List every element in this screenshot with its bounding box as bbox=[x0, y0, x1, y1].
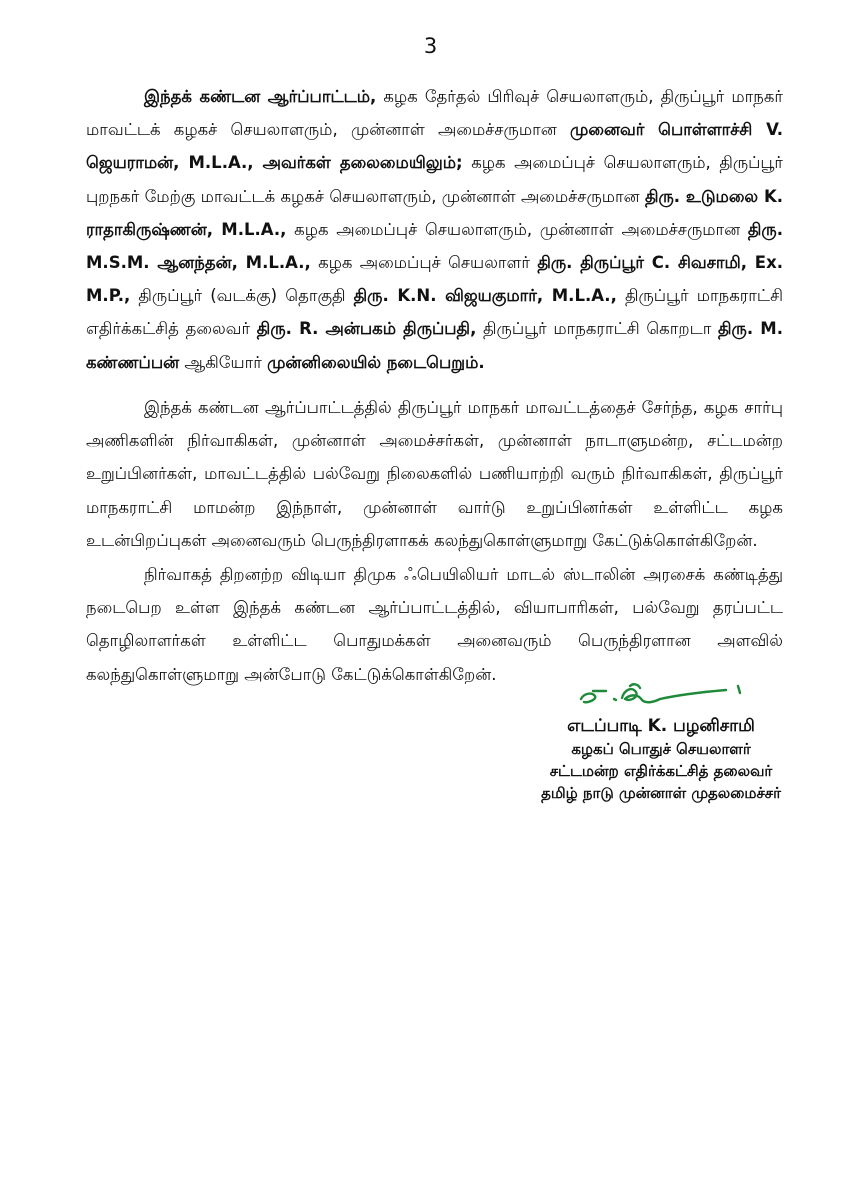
paragraph-2-text: இந்தக் கண்டன ஆர்ப்பாட்டத்தில் திருப்பூர் மாநகர் மாவட்டத்தைச் சேர்ந்த, கழக சார்பு அணிகளின் நிர்வாகிகள், முன்னாள் அமைச்சர்கள், முன்னாள் நாடாளுமன்ற, சட்டமன்ற உறுப்பினர்கள், மாவட்டத்தில் பல்வேறு நிலைகளில் பணியாற்றி வரும் நிர்வாகிகள், திருப்பூர் மாநகராட்சி மாமன்ற இந்நாள், முன்னாள் வார்டு உறுப்பினர்கள் உள்ளிட்ட கழக உடன்பிறப்புகள் அனைவரும் பெருந்திரளாகக் கலந்துகொள்ளுமாறு கேட்டுக்கொள்கிறேன். bbox=[86, 398, 783, 550]
p1-text-8: கழக அமைப்புச் செயலாளர் bbox=[310, 253, 538, 273]
signature-block bbox=[536, 714, 786, 804]
signatory-name: எடப்பாடி K. பழனிசாமி bbox=[567, 716, 755, 736]
p1-text-6: கழக அமைப்புச் செயலாளரும், முன்னாள் அமைச்சருமான bbox=[286, 219, 748, 239]
signatory-title-3: தமிழ் நாடு முன்னாள் முதலமைச்சர் bbox=[541, 784, 781, 802]
paragraph-3-text: நிர்வாகத் திறனற்ற விடியா திமுக ஃபெயிலியர் மாடல் ஸ்டாலின் அரசைக் கண்டித்து நடைபெற உள்ள இந்தக் கண்டன ஆர்ப்பாட்டத்தில், வியாபாரிகள், பல்வேறு தரப்பட்ட தொழிலாளர்கள் உள்ளிட்ட பொதுமக்கள் அனைவரும் பெருந்திரளான அளவில் கலந்துகொள்ளுமாறு அன்போடு கேட்டுக்கொள்கிறேன். bbox=[86, 565, 783, 684]
paragraph-2 bbox=[86, 391, 783, 557]
p1-text-12: திருப்பூர் மாநகராட்சி எதிர்க்கட்சித் தலைவர் bbox=[86, 286, 783, 339]
signature-image bbox=[578, 680, 748, 710]
p1-text-4: கழக அமைப்புச் செயலாளரும், திருப்பூர் புறநகர் மேற்கு மாவட்டக் கழகச் செயலாளரும், முன்னாள் அமைச்சருமான bbox=[86, 153, 783, 206]
p1-bold-13: திரு. R. அன்பகம் திருப்பதி, bbox=[256, 319, 477, 339]
p1-text-16: ஆகியோர் bbox=[179, 352, 268, 372]
paragraph-1 bbox=[86, 80, 783, 379]
p1-bold-11: திரு. K.N. விஜயகுமார், M.L.A., bbox=[353, 286, 617, 306]
signatory-title-2: சட்டமன்ற எதிர்க்கட்சித் தலைவர் bbox=[549, 762, 773, 780]
page-number: 3 bbox=[423, 34, 438, 58]
p1-text-10: திருப்பூர் (வடக்கு) தொகுதி bbox=[130, 286, 354, 306]
p1-bold-9: திரு. திருப்பூர் C. சிவசாமி, Ex. M.P., bbox=[86, 253, 783, 306]
p1-bold-1: இந்தக் கண்டன ஆர்ப்பாட்டம், bbox=[144, 87, 377, 106]
p1-text-14: திருப்பூர் மாநகராட்சி கொறடா bbox=[476, 319, 719, 339]
p1-bold-15: திரு. M. கண்ணப்பன் bbox=[86, 319, 783, 372]
p1-bold-5: திரு. உடுமலை K. ராதாகிருஷ்ணன், M.L.A., bbox=[86, 186, 783, 239]
signatory-title-1: கழகப் பொதுச் செயலாளர் bbox=[571, 740, 751, 758]
p1-text-2: கழக தேர்தல் பிரிவுச் செயலாளரும், திருப்பூர் மாநகர் மாவட்டக் கழகச் செயலாளரும், முன்னாள் அமைச்சருமான bbox=[86, 87, 783, 140]
p1-bold-7: திரு. M.S.M. ஆனந்தன், M.L.A., bbox=[86, 219, 783, 273]
p1-bold-3: முனைவர் பொள்ளாச்சி V. ஜெயராமன், M.L.A., அவர்கள் தலைமையிலும்; bbox=[86, 120, 783, 173]
p1-bold-17: முன்னிலையில் நடைபெறும். bbox=[267, 352, 485, 372]
paragraph-3 bbox=[86, 558, 783, 691]
